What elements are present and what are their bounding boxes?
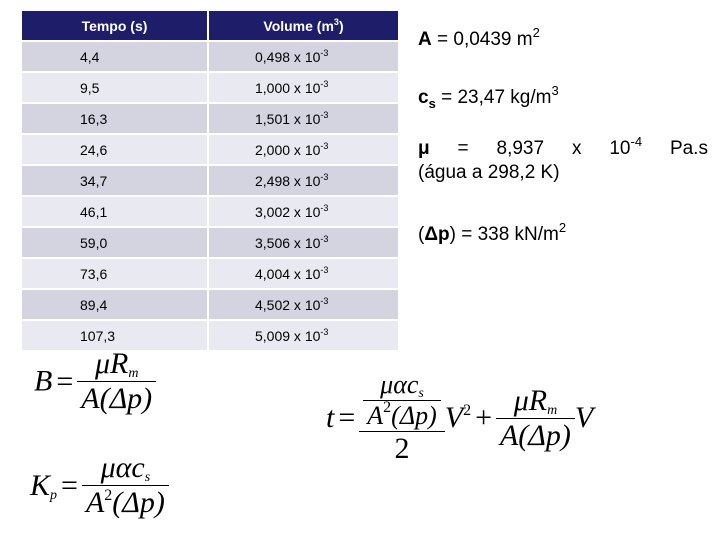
table-row <box>21 41 399 72</box>
table-row <box>21 196 399 227</box>
cell-time: 4,4 <box>21 41 208 72</box>
cell-volume: 5,009 x $10^{-3}$ <box>208 320 399 351</box>
cell-volume: 1,000 x $10^{-3}$ <box>208 72 399 103</box>
table-header-row <box>21 10 399 41</box>
data-table <box>20 9 400 352</box>
table-row <box>21 103 399 134</box>
param-cake-concentration: $c_s = 23,47$ $kg/m^3$ <box>418 83 559 111</box>
cell-volume: 1,501 x $10^{-3}$ <box>208 103 399 134</box>
cell-volume: 3,002 x $10^{-3}$ <box>208 196 399 227</box>
cell-time: 73,6 <box>21 258 208 289</box>
equation-B: B = $\frac{\mu R_m}{A(\Delta p)}$ <box>34 347 156 416</box>
param-area: A = 0,0439 $m^2$ <box>418 25 540 50</box>
cell-time: 16,3 <box>21 103 208 134</box>
cell-time: 46,1 <box>21 196 208 227</box>
cell-volume: 3,506 x $10^{-3}$ <box>208 227 399 258</box>
table-row <box>21 289 399 320</box>
cell-time: 9,5 <box>21 72 208 103</box>
cell-volume: 2,000 x $10^{-3}$ <box>208 134 399 165</box>
viscosity-note: (água a 298,2 K) <box>418 162 560 183</box>
cell-volume: 0,498 x $10^{-3}$ <box>208 41 399 72</box>
table-row <box>21 165 399 196</box>
equation-Kp: $K_p$ = $\frac{\mu\alpha c_s}{A^2(\Delta p)}$ <box>30 451 169 520</box>
cell-time: 89,4 <box>21 289 208 320</box>
cell-volume: 4,502 x $10^{-3}$ <box>208 289 399 320</box>
cell-time: 107,3 <box>21 320 208 351</box>
header-time: Tempo (s) <box>21 10 208 41</box>
table-row <box>21 258 399 289</box>
table-row <box>21 72 399 103</box>
cell-time: 59,0 <box>21 227 208 258</box>
table-row <box>21 227 399 258</box>
equation-t: t = $\frac{\frac{\mu\alpha c_s}{A^2(\Delta p)}}{2}$ $V^2$ + $\frac{\mu R_m}{A(\Delta p)}$ V <box>326 370 594 465</box>
table-row <box>21 134 399 165</box>
cell-volume: 4,004 x $10^{-3}$ <box>208 258 399 289</box>
cell-volume: 2,498 x $10^{-3}$ <box>208 165 399 196</box>
param-viscosity: μ = 8,937 x $10^{-4}$ Pa.s (água a 298,2 K) <box>418 134 708 183</box>
param-pressure-drop: (Δp) = 338 $kN/m^2$ <box>418 220 567 245</box>
cell-time: 24,6 <box>21 134 208 165</box>
cell-time: 34,7 <box>21 165 208 196</box>
header-volume: Volume $(m^3)$ <box>208 10 399 41</box>
table-body <box>21 41 399 351</box>
